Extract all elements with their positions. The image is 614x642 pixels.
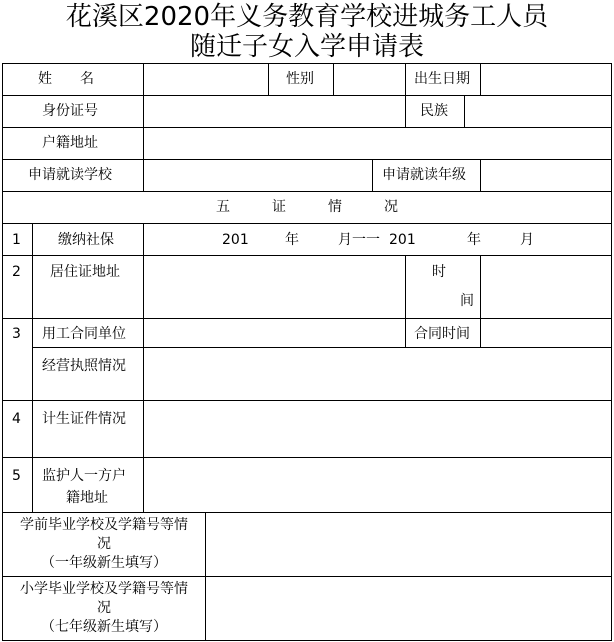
social-security-end-year[interactable]: 201	[389, 232, 416, 248]
row-4-number: 4	[12, 411, 21, 427]
row-3-number: 3	[12, 326, 21, 342]
social-security-year-unit-1: 年	[285, 232, 299, 248]
gender-field[interactable]	[334, 64, 405, 95]
employer-field[interactable]	[144, 319, 405, 347]
row-5-label-line-1: 监护人一方户	[42, 468, 126, 484]
hukou-address-field[interactable]	[144, 128, 611, 159]
row-5-label-line-2: 籍地址	[66, 490, 108, 506]
primary-school-label-line-3: （七年级新生填写）	[41, 619, 167, 635]
ethnicity-label: 民族	[420, 103, 448, 119]
row-1-number: 1	[12, 232, 21, 248]
row-4-label: 计生证件情况	[42, 411, 126, 427]
row-1-label: 缴纳社保	[58, 232, 114, 248]
social-security-year-unit-2: 年	[467, 232, 481, 248]
birth-date-field[interactable]	[481, 64, 611, 95]
primary-school-label-line-1: 小学毕业学校及学籍号等情	[20, 581, 188, 597]
residence-time-label-b: 间	[460, 293, 474, 309]
primary-school-label-line-2: 况	[97, 600, 111, 616]
row-3-label: 用工合同单位	[42, 326, 126, 342]
name-field[interactable]	[144, 64, 268, 95]
five-certificates-header: 五 证 情 况	[216, 199, 398, 215]
form-title-line-1: 花溪区2020年义务教育学校进城务工人员	[65, 2, 549, 32]
name-label: 姓 名	[38, 71, 94, 87]
family-planning-field[interactable]	[144, 401, 611, 457]
apply-school-field[interactable]	[144, 160, 372, 191]
contract-time-label: 合同时间	[414, 326, 470, 342]
ethnicity-field[interactable]	[465, 96, 611, 127]
primary-school-info-field[interactable]	[206, 577, 611, 640]
row-2-label: 居住证地址	[50, 264, 120, 280]
guardian-hukou-field[interactable]	[144, 458, 611, 512]
preschool-label-line-3: （一年级新生填写）	[41, 555, 167, 571]
id-number-field[interactable]	[144, 96, 405, 127]
apply-grade-field[interactable]	[481, 160, 611, 191]
apply-grade-label: 申请就读年级	[382, 167, 466, 183]
preschool-label-line-1: 学前毕业学校及学籍号等情	[20, 517, 188, 533]
business-license-field[interactable]	[144, 348, 611, 400]
social-security-month-unit-2: 月	[520, 232, 534, 248]
social-security-start-year[interactable]: 201	[222, 232, 249, 248]
row-2-number: 2	[12, 264, 21, 280]
hukou-address-label: 户籍地址	[42, 135, 98, 151]
row-5-number: 5	[12, 468, 21, 484]
form-title-line-2: 随迁子女入学申请表	[189, 32, 424, 62]
business-license-label: 经营执照情况	[42, 358, 126, 374]
residence-permit-address-field[interactable]	[144, 256, 405, 318]
apply-school-label: 申请就读学校	[28, 167, 112, 183]
preschool-info-field[interactable]	[206, 513, 611, 576]
id-number-label: 身份证号	[42, 103, 98, 119]
residence-time-label-a: 时	[432, 264, 446, 280]
contract-time-field[interactable]	[481, 319, 611, 347]
birth-date-label: 出生日期	[414, 71, 470, 87]
gender-label: 性别	[286, 71, 314, 87]
preschool-label-line-2: 况	[97, 536, 111, 552]
residence-time-field[interactable]	[481, 256, 611, 318]
social-security-month-unit-1: 月一一	[338, 232, 380, 248]
